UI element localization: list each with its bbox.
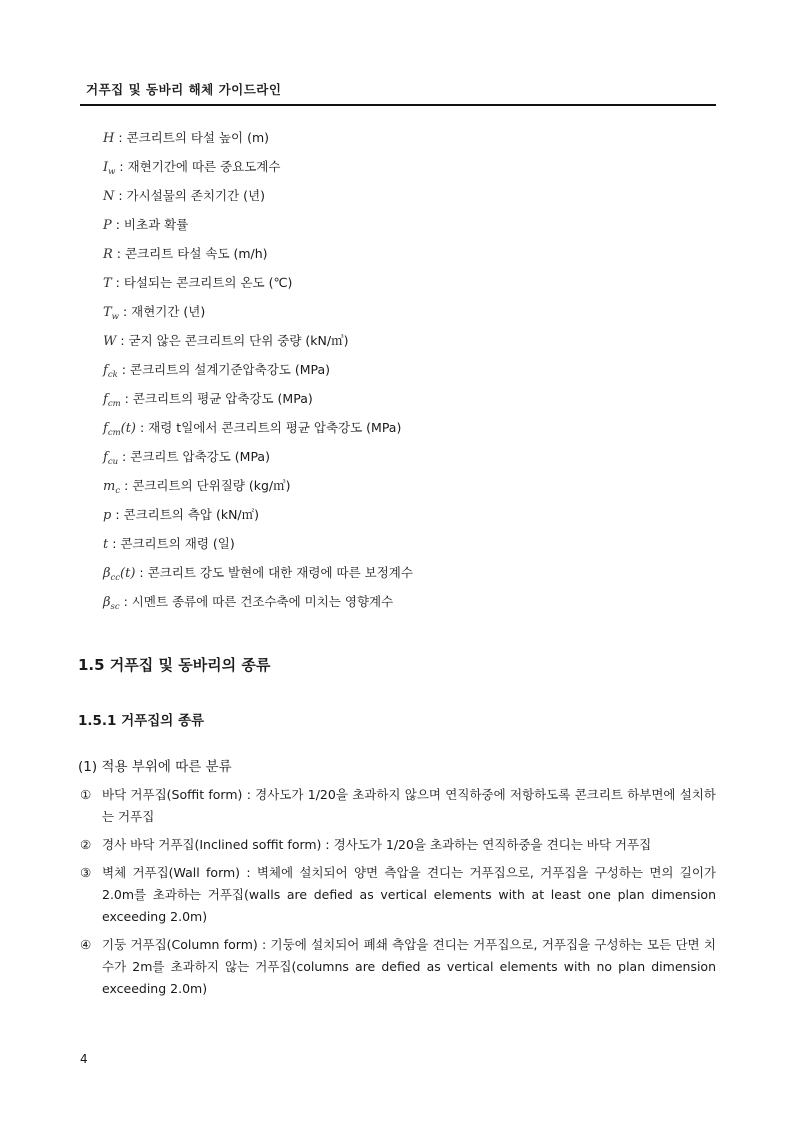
symbol-desc: : 콘크리트 압축강도 (MPa): [122, 449, 270, 464]
symbol-var: H: [103, 131, 115, 146]
list-item: [80, 834, 716, 856]
symbol-row: [103, 534, 723, 563]
symbol-desc: : 재현기간에 따른 중요도계수: [119, 159, 281, 174]
symbol-desc: : 콘크리트의 측압 (kN/㎡): [115, 507, 260, 522]
symbol-desc: : 콘크리트 강도 발현에 대한 재령에 따른 보정계수: [139, 565, 413, 580]
symbol-row: [103, 128, 723, 157]
symbol-var: $m_c$: [103, 479, 121, 496]
symbol-desc: : 콘크리트의 설계기준압축강도 (MPa): [121, 362, 331, 377]
symbol-row: [103, 592, 723, 621]
symbol-list: [103, 128, 723, 621]
item-text: 기둥 거푸집(Column form) : 기둥에 설치되어 폐쇄 측압을 견디는 거푸집으로, 거푸집을 구성하는 모든 단면 치수가 2m를 초과하지 않는 거푸집(columns are defied as vertical elements with no plan dimension exceeding 2.0m): [102, 937, 716, 996]
symbol-row: [103, 244, 723, 273]
item-text: 바닥 거푸집(Soffit form) : 경사도가 1/20을 초과하지 않으며 연직하중에 저항하도록 콘크리트 하부면에 설치하는 거푸집: [102, 787, 716, 824]
symbol-var: $\beta_{sc}$: [103, 595, 120, 612]
symbol-row: [103, 157, 723, 186]
item-text: 경사 바닥 거푸집(Inclined soffit form) : 경사도가 1/20을 초과하는 연직하중을 견디는 바닥 거푸집: [102, 837, 652, 852]
symbol-var: $f_{cu}$: [103, 450, 119, 467]
symbol-var: N: [103, 189, 115, 204]
list-item: [80, 862, 716, 928]
item-number: ④: [80, 937, 92, 952]
symbol-var: $f_{cm}(t)$: [103, 421, 137, 438]
symbol-var: R: [103, 247, 113, 262]
symbol-var: $f_{cm}$: [103, 392, 121, 409]
symbol-row: [103, 215, 723, 244]
item-text: 벽체 거푸집(Wall form) : 벽체에 설치되어 양면 측압을 견디는 거푸집으로, 거푸집을 구성하는 면의 길이가 2.0m를 초과하는 거푸집(walls are defied as vertical elements with at least one plan dimension exceeding 2.0m): [102, 865, 716, 924]
symbol-var: p: [103, 508, 112, 523]
symbol-desc: : 콘크리트의 평균 압축강도 (MPa): [124, 391, 313, 406]
symbol-row: [103, 505, 723, 534]
symbol-row: [103, 563, 723, 592]
symbol-var: $f_{ck}$: [103, 363, 118, 380]
header-rule: [80, 104, 716, 106]
symbol-row: [103, 389, 723, 418]
subsection-heading: 1.5.1 거푸집의 종류: [78, 713, 205, 729]
symbol-var: t: [103, 537, 109, 552]
symbol-var: T: [103, 276, 112, 291]
section-heading: 1.5 거푸집 및 동바리의 종류: [78, 656, 271, 674]
symbol-row: [103, 447, 723, 476]
symbol-desc: : 재령 t일에서 콘크리트의 평균 압축강도 (MPa): [140, 420, 402, 435]
classification-heading: (1) 적용 부위에 따른 분류: [78, 759, 232, 775]
symbol-var: W: [103, 334, 117, 349]
item-number: ②: [80, 837, 92, 852]
symbol-var: $T_w$: [103, 305, 119, 322]
symbol-desc: : 콘크리트의 타설 높이 (m): [118, 130, 270, 145]
running-header: [80, 80, 716, 106]
symbol-desc: : 비초과 확률: [115, 217, 189, 232]
symbol-desc: : 재현기간 (년): [122, 304, 206, 319]
list-item: [80, 934, 716, 1000]
symbol-desc: : 가시설물의 존치기간 (년): [118, 188, 265, 203]
list-item: [80, 784, 716, 828]
symbol-row: [103, 360, 723, 389]
symbol-desc: : 콘크리트의 재령 (일): [112, 536, 235, 551]
symbol-row: [103, 476, 723, 505]
symbol-var: P: [103, 218, 112, 233]
symbol-row: [103, 273, 723, 302]
symbol-row: [103, 302, 723, 331]
item-number: ①: [80, 787, 92, 802]
symbol-row: [103, 418, 723, 447]
symbol-var: $\beta_{cc}(t)$: [103, 566, 136, 583]
symbol-row: [103, 186, 723, 215]
symbol-var: $I_w$: [103, 160, 116, 177]
symbol-desc: : 시멘트 종류에 따른 건조수축에 미치는 영향계수: [123, 594, 394, 609]
form-type-list: [80, 784, 716, 1006]
item-number: ③: [80, 865, 92, 880]
symbol-desc: : 타설되는 콘크리트의 온도 (℃): [115, 275, 293, 290]
header-title: 거푸집 및 동바리 해체 가이드라인: [86, 82, 282, 97]
symbol-desc: : 콘크리트의 단위질량 (kg/㎥): [124, 478, 291, 493]
page-number: 4: [80, 1052, 88, 1066]
symbol-desc: : 굳지 않은 콘크리트의 단위 중량 (kN/㎥): [120, 333, 349, 348]
symbol-row: [103, 331, 723, 360]
symbol-desc: : 콘크리트 타설 속도 (m/h): [116, 246, 268, 261]
